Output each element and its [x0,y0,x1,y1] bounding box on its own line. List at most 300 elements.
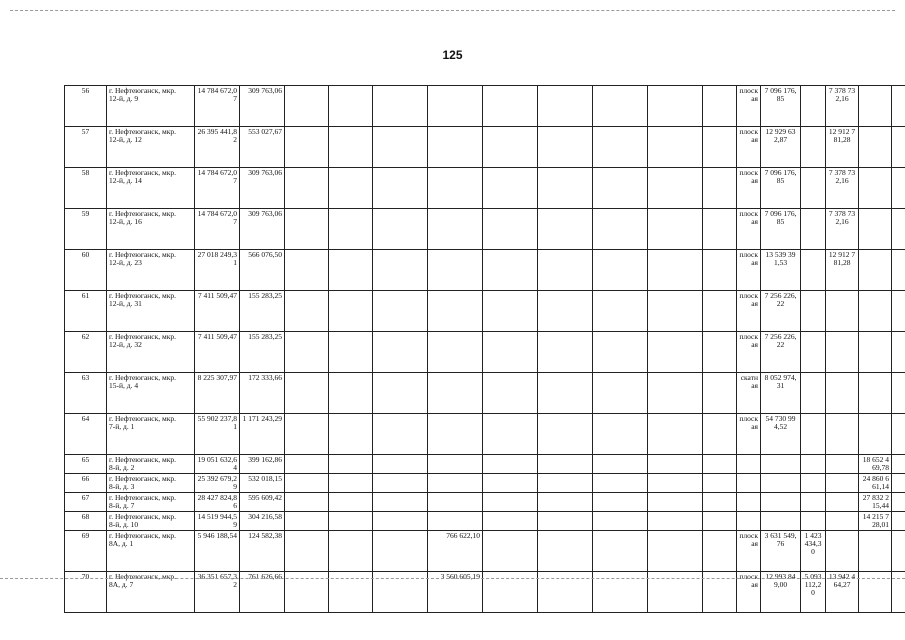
address-line-1: г. Нефтеюганск, мкр. [109,209,177,218]
cost-col-8 [428,209,483,250]
owner-share: 399 162,86 [240,455,285,474]
roof-cost [761,474,801,493]
address-line-2: 7-й, д. 1 [109,422,135,431]
last-col [892,512,905,531]
cost-col-7 [373,474,428,493]
empty-cell [285,512,329,531]
extra-cost [801,168,826,209]
empty-cell [703,493,737,512]
last-col [892,414,905,455]
empty-cell [329,332,373,373]
basement-cost [859,531,892,572]
empty-cell [538,455,593,474]
roof-cost [761,512,801,531]
roof-cost: 7 096 176,85 [761,209,801,250]
row-number: 61 [65,291,107,332]
owner-share: 761 626,66 [240,572,285,613]
last-col [892,86,905,127]
empty-cell [538,493,593,512]
empty-cell [538,373,593,414]
extra-cost [801,414,826,455]
total-cost: 55 902 237,81 [195,414,240,455]
empty-cell [593,209,648,250]
empty-cell [329,127,373,168]
cost-col-9 [483,512,538,531]
roof-cost: 54 730 994,52 [761,414,801,455]
cost-col-9 [483,474,538,493]
extra-cost: 5 093 112,20 [801,572,826,613]
basement-cost [859,168,892,209]
table-row [65,373,905,414]
extra-cost [801,250,826,291]
basement-cost: 18 652 469,78 [859,455,892,474]
cost-col-7 [373,512,428,531]
cost-col-7 [373,493,428,512]
empty-cell [285,531,329,572]
empty-cell [593,250,648,291]
empty-cell [285,291,329,332]
empty-cell [329,414,373,455]
empty-cell [285,455,329,474]
cost-col-7 [373,373,428,414]
roof-type: плоская [737,209,761,250]
total-cost: 14 519 944,59 [195,512,240,531]
last-col [892,373,905,414]
last-col [892,531,905,572]
address-cell [107,493,195,512]
basement-cost [859,86,892,127]
owner-share: 309 763,06 [240,209,285,250]
facade-cost: 12 912 781,28 [826,127,859,168]
address-cell [107,512,195,531]
extra-cost [801,332,826,373]
facade-cost: 13 942 464,27 [826,572,859,613]
empty-cell [329,291,373,332]
address-cell [107,291,195,332]
total-cost: 27 018 249,31 [195,250,240,291]
roof-type: плоская [737,572,761,613]
address-line-1: г. Нефтеюганск, мкр. [109,531,177,540]
basement-cost [859,250,892,291]
cost-col-7 [373,168,428,209]
empty-cell [593,168,648,209]
owner-share: 124 582,38 [240,531,285,572]
basement-cost: 27 832 215,44 [859,493,892,512]
roof-type [737,512,761,531]
extra-cost [801,86,826,127]
roof-cost: 12 993 849,00 [761,572,801,613]
table-body [65,86,905,613]
address-line-2: 8-й, д. 10 [109,520,139,529]
facade-cost [826,414,859,455]
empty-cell [703,168,737,209]
last-col [892,332,905,373]
empty-cell [703,373,737,414]
roof-cost: 13 539 391,53 [761,250,801,291]
cost-col-7 [373,291,428,332]
roof-cost: 7 256 226,22 [761,332,801,373]
address-line-2: 12-й, д. 23 [109,258,142,267]
address-line-2: 12-й, д. 12 [109,135,142,144]
owner-share: 553 027,67 [240,127,285,168]
cost-col-9 [483,291,538,332]
roof-type: плоская [737,168,761,209]
address-line-2: 8А, д. 1 [109,539,134,548]
roof-type [737,474,761,493]
empty-cell [285,127,329,168]
register-table [64,85,905,613]
last-col [892,474,905,493]
address-line-2: 8-й, д. 3 [109,482,135,491]
last-col [892,168,905,209]
empty-cell [648,291,703,332]
row-number: 67 [65,493,107,512]
cost-col-8 [428,474,483,493]
address-cell [107,332,195,373]
row-number: 66 [65,474,107,493]
total-cost: 14 784 672,07 [195,168,240,209]
empty-cell [538,209,593,250]
owner-share: 566 076,50 [240,250,285,291]
facade-cost [826,291,859,332]
cost-col-8 [428,493,483,512]
facade-cost [826,332,859,373]
empty-cell [285,168,329,209]
last-col [892,250,905,291]
address-line-1: г. Нефтеюганск, мкр. [109,168,177,177]
address-line-2: 8-й, д. 7 [109,501,135,510]
table-row [65,127,905,168]
extra-cost [801,455,826,474]
address-line-2: 12-й, д. 14 [109,176,142,185]
cost-col-7 [373,414,428,455]
table-row [65,86,905,127]
owner-share: 309 763,06 [240,86,285,127]
row-number: 57 [65,127,107,168]
address-cell [107,414,195,455]
cost-col-9 [483,250,538,291]
basement-cost [859,373,892,414]
cost-col-9 [483,414,538,455]
row-number: 62 [65,332,107,373]
address-cell [107,474,195,493]
facade-cost: 7 378 732,16 [826,86,859,127]
address-cell [107,209,195,250]
empty-cell [593,455,648,474]
empty-cell [703,414,737,455]
empty-cell [648,414,703,455]
address-line-2: 12-й, д. 32 [109,340,142,349]
empty-cell [648,474,703,493]
empty-cell [648,127,703,168]
empty-cell [648,455,703,474]
cost-col-8 [428,127,483,168]
last-col [892,127,905,168]
total-cost: 7 411 509,47 [195,332,240,373]
empty-cell [703,455,737,474]
empty-cell [703,474,737,493]
total-cost: 5 946 188,54 [195,531,240,572]
empty-cell [538,291,593,332]
empty-cell [329,493,373,512]
empty-cell [593,332,648,373]
basement-cost [859,209,892,250]
empty-cell [593,493,648,512]
address-line-2: 15-й, д. 4 [109,381,139,390]
empty-cell [538,414,593,455]
extra-cost [801,493,826,512]
last-col [892,493,905,512]
cost-col-9 [483,127,538,168]
cost-col-9 [483,209,538,250]
total-cost: 26 395 441,82 [195,127,240,168]
empty-cell [593,86,648,127]
empty-cell [703,86,737,127]
empty-cell [593,414,648,455]
table-row [65,474,905,493]
roof-type: плоская [737,127,761,168]
cost-col-8 [428,250,483,291]
address-cell [107,373,195,414]
address-line-2: 12-й, д. 31 [109,299,142,308]
cost-col-8 [428,373,483,414]
address-line-1: г. Нефтеюганск, мкр. [109,332,177,341]
row-number: 70 [65,572,107,613]
address-cell [107,455,195,474]
empty-cell [538,332,593,373]
address-line-1: г. Нефтеюганск, мкр. [109,474,177,483]
row-number: 65 [65,455,107,474]
roof-type: плоская [737,86,761,127]
roof-cost: 12 929 632,87 [761,127,801,168]
empty-cell [648,531,703,572]
empty-cell [648,168,703,209]
total-cost: 19 051 632,64 [195,455,240,474]
basement-cost: 24 860 661,14 [859,474,892,493]
roof-type [737,493,761,512]
empty-cell [329,512,373,531]
empty-cell [648,209,703,250]
address-line-2: 8-й, д. 2 [109,463,135,472]
cost-col-9 [483,332,538,373]
extra-cost: 1 423 434,30 [801,531,826,572]
table-row [65,512,905,531]
empty-cell [703,127,737,168]
last-col [892,455,905,474]
empty-cell [285,474,329,493]
empty-cell [648,332,703,373]
cost-col-9 [483,86,538,127]
roof-cost: 8 052 974,31 [761,373,801,414]
empty-cell [538,250,593,291]
cost-col-9 [483,531,538,572]
cost-col-8 [428,455,483,474]
facade-cost [826,373,859,414]
empty-cell [538,474,593,493]
table-row [65,168,905,209]
empty-cell [329,86,373,127]
roof-type: плоская [737,332,761,373]
row-number: 68 [65,512,107,531]
page-number: 125 [442,48,463,62]
owner-share: 304 216,58 [240,512,285,531]
table-row [65,455,905,474]
basement-cost: 14 215 728,01 [859,512,892,531]
empty-cell [285,373,329,414]
empty-cell [329,209,373,250]
cost-col-8 [428,291,483,332]
row-number: 58 [65,168,107,209]
top-dashed-rule [10,10,895,11]
empty-cell [648,250,703,291]
scan-dashed-line [0,578,905,579]
empty-cell [538,86,593,127]
facade-cost [826,531,859,572]
cost-col-7 [373,250,428,291]
empty-cell [703,531,737,572]
roof-cost: 7 256 226,22 [761,291,801,332]
cost-col-7 [373,86,428,127]
cost-col-9 [483,373,538,414]
empty-cell [538,512,593,531]
table-row [65,291,905,332]
last-col [892,291,905,332]
total-cost: 25 392 679,29 [195,474,240,493]
address-line-1: г. Нефтеюганск, мкр. [109,291,177,300]
roof-type: плоская [737,291,761,332]
cost-col-8: 766 622,10 [428,531,483,572]
empty-cell [648,86,703,127]
empty-cell [285,414,329,455]
owner-share: 532 018,15 [240,474,285,493]
empty-cell [329,474,373,493]
empty-cell [329,531,373,572]
roof-cost: 7 096 176,85 [761,168,801,209]
table-row [65,209,905,250]
cost-col-9 [483,493,538,512]
address-line-1: г. Нефтеюганск, мкр. [109,127,177,136]
cost-col-8 [428,168,483,209]
address-line-1: г. Нефтеюганск, мкр. [109,493,177,502]
address-line-2: 8А, д. 7 [109,580,134,589]
address-line-1: г. Нефтеюганск, мкр. [109,455,177,464]
facade-cost: 12 912 781,28 [826,250,859,291]
empty-cell [703,332,737,373]
cost-col-7 [373,209,428,250]
owner-share: 155 283,25 [240,291,285,332]
extra-cost [801,127,826,168]
empty-cell [593,512,648,531]
empty-cell [703,209,737,250]
facade-cost [826,455,859,474]
cost-col-7 [373,332,428,373]
empty-cell [285,86,329,127]
roof-cost: 3 631 549,76 [761,531,801,572]
cost-col-7 [373,531,428,572]
row-number: 69 [65,531,107,572]
address-line-2: 12-й, д. 9 [109,94,139,103]
roof-cost [761,455,801,474]
address-line-1: г. Нефтеюганск, мкр. [109,373,177,382]
empty-cell [538,127,593,168]
extra-cost [801,474,826,493]
owner-share: 595 609,42 [240,493,285,512]
empty-cell [703,250,737,291]
extra-cost [801,291,826,332]
cost-col-9 [483,168,538,209]
empty-cell [648,512,703,531]
owner-share: 172 333,66 [240,373,285,414]
roof-type: плоская [737,250,761,291]
cost-col-8 [428,414,483,455]
basement-cost [859,127,892,168]
address-cell [107,168,195,209]
extra-cost [801,512,826,531]
table-row [65,250,905,291]
roof-type: плоская [737,531,761,572]
total-cost: 28 427 824,86 [195,493,240,512]
owner-share: 1 171 243,29 [240,414,285,455]
empty-cell [593,291,648,332]
facade-cost [826,512,859,531]
roof-cost: 7 096 176,85 [761,86,801,127]
empty-cell [329,250,373,291]
empty-cell [593,474,648,493]
address-cell [107,86,195,127]
facade-cost: 7 378 732,16 [826,209,859,250]
empty-cell [648,373,703,414]
address-cell [107,127,195,168]
row-number: 63 [65,373,107,414]
owner-share: 309 763,06 [240,168,285,209]
total-cost: 36 351 657,32 [195,572,240,613]
cost-col-7 [373,127,428,168]
cost-col-8 [428,86,483,127]
owner-share: 155 283,25 [240,332,285,373]
last-col [892,209,905,250]
table-row [65,414,905,455]
basement-cost [859,414,892,455]
table-row [65,332,905,373]
empty-cell [329,455,373,474]
address-line-1: г. Нефтеюганск, мкр. [109,414,177,423]
address-line-1: г. Нефтеюганск, мкр. [109,250,177,259]
empty-cell [329,373,373,414]
empty-cell [538,531,593,572]
table-row [65,493,905,512]
row-number: 60 [65,250,107,291]
empty-cell [593,531,648,572]
roof-type: скатная [737,373,761,414]
address-line-1: г. Нефтеюганск, мкр. [109,512,177,521]
empty-cell [285,250,329,291]
empty-cell [329,168,373,209]
cost-col-9 [483,455,538,474]
empty-cell [593,127,648,168]
facade-cost [826,493,859,512]
empty-cell [285,209,329,250]
empty-cell [648,493,703,512]
basement-cost [859,332,892,373]
extra-cost [801,209,826,250]
total-cost: 7 411 509,47 [195,291,240,332]
empty-cell [703,512,737,531]
row-number: 56 [65,86,107,127]
total-cost: 14 784 672,07 [195,86,240,127]
row-number: 59 [65,209,107,250]
extra-cost [801,373,826,414]
address-line-1: г. Нефтеюганск, мкр. [109,86,177,95]
